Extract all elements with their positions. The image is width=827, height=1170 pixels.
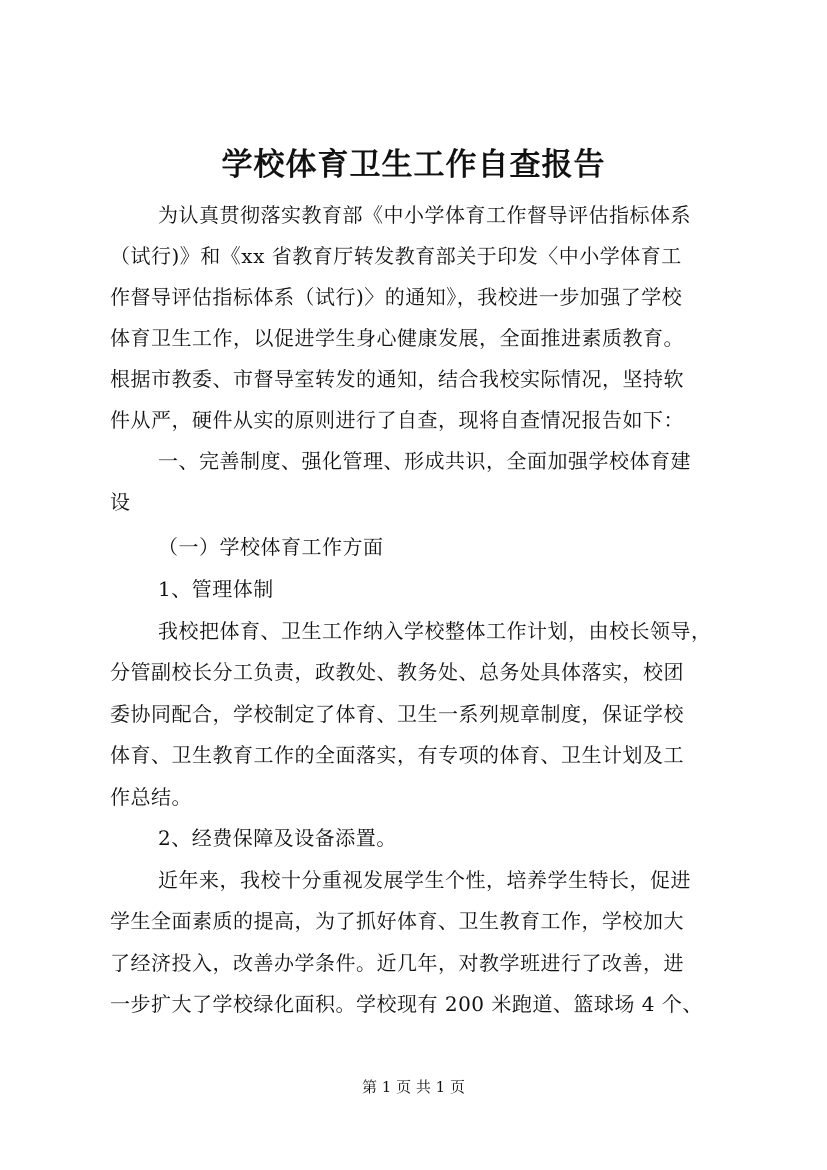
document-title: 学校体育卫生工作自查报告 [221,147,606,183]
paragraph-line: 作督导评估指标体系（试行)〉的通知》，我校进一步加强了学校 [110,285,683,309]
paragraph-line: 体育卫生工作，以促进学生身心健康发展，全面推进素质教育。 [110,326,684,350]
section-heading-line: 一、完善制度、强化管理、形成共识，全面加强学校体育建 [158,449,691,473]
paragraph-line: （试行)》和《xx 省教育厅转发教育部关于印发〈中小学体育工 [110,244,682,268]
paragraph-line: 委协同配合，学校制定了体育、卫生一系列规章制度，保证学校 [110,702,684,726]
subsection-heading: （一）学校体育工作方面 [158,535,384,559]
paragraph-line: 近年来，我校十分重视发展学生个性，培养学生特长，促进 [158,868,691,892]
paragraph-line: 学生全面素质的提高，为了抓好体育、卫生教育工作，学校加大 [110,909,684,933]
paragraph-line: 根据市教委、市督导室转发的通知，结合我校实际情况，坚持软 [110,367,684,391]
paragraph-line: 我校把体育、卫生工作纳入学校整体工作计划，由校长领导， [158,619,712,643]
paragraph-line: 作总结。 [110,785,192,809]
paragraph-line: 一步扩大了学校绿化面积。学校现有 200 米跑道、篮球场 4 个、 [110,992,703,1016]
paragraph-line: 件从严，硬件从实的原则进行了自查，现将自查情况报告如下： [110,408,684,432]
item-heading: 1、管理体制 [158,577,274,601]
paragraph-line: 体育、卫生教育工作的全面落实，有专项的体育、卫生计划及工 [110,743,684,767]
section-heading-line: 设 [110,490,131,514]
item-heading: 2、经费保障及设备添置。 [158,826,397,850]
paragraph-line: 了经济投入，改善办学条件。近几年，对教学班进行了改善，进 [110,951,684,975]
paragraph-line: 分管副校长分工负责，政教处、教务处、总务处具体落实，校团 [110,660,684,684]
paragraph-line: 为认真贯彻落实教育部《中小学体育工作督导评估指标体系 [158,203,691,227]
page-number-footer: 第 1 页 共 1 页 [362,1078,465,1096]
